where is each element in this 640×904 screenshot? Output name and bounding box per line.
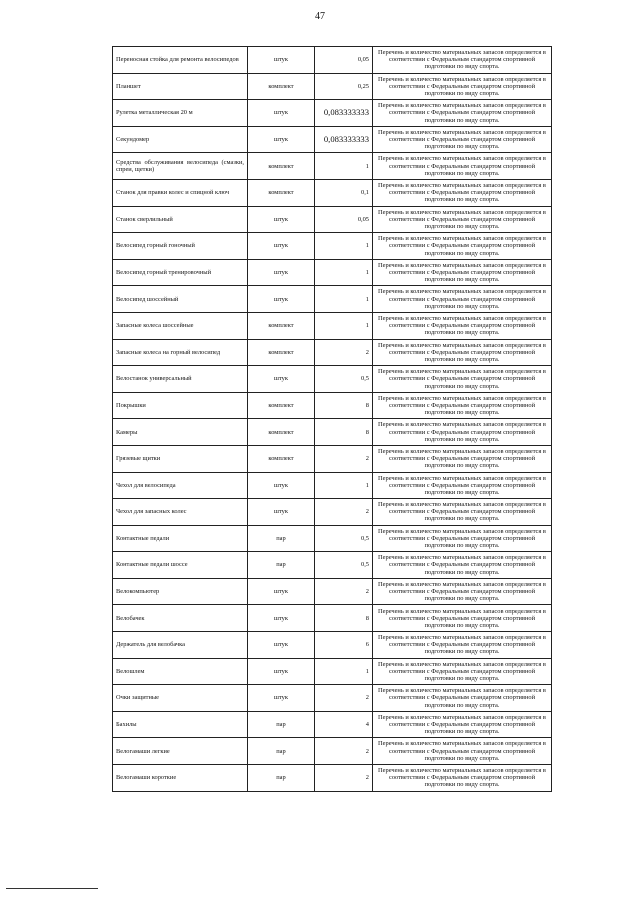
materials-table bbox=[112, 46, 552, 792]
quantity-cell: 0,05 bbox=[315, 206, 373, 233]
table-row bbox=[113, 73, 552, 100]
table-row bbox=[113, 233, 552, 260]
note-cell: Перечень и количество материальных запасов определяется в соответствии с Федеральным стандартом спортивной подготовки по виду спорта. bbox=[373, 605, 552, 632]
item-name-cell: Средства обслуживания велосипеда (смазки, спреи, щетки) bbox=[113, 153, 248, 180]
note-cell: Перечень и количество материальных запасов определяется в соответствии с Федеральным стандартом спортивной подготовки по виду спорта. bbox=[373, 765, 552, 792]
item-name-cell: Станок для правки колес и спицной ключ bbox=[113, 179, 248, 206]
item-name-cell: Велостанок универсальный bbox=[113, 366, 248, 393]
quantity-cell: 0,05 bbox=[315, 47, 373, 74]
table-row bbox=[113, 472, 552, 499]
note-cell: Перечень и количество материальных запасов определяется в соответствии с Федеральным стандартом спортивной подготовки по виду спорта. bbox=[373, 685, 552, 712]
item-name-cell: Держатель для велобачка bbox=[113, 632, 248, 659]
unit-cell: штук bbox=[248, 658, 315, 685]
materials-table-body bbox=[113, 47, 552, 792]
table-row bbox=[113, 685, 552, 712]
unit-cell: пар bbox=[248, 765, 315, 792]
quantity-cell: 2 bbox=[315, 738, 373, 765]
footnote-separator-line bbox=[6, 888, 98, 889]
quantity-cell: 8 bbox=[315, 419, 373, 446]
table-row bbox=[113, 605, 552, 632]
unit-cell: штук bbox=[248, 100, 315, 127]
note-cell: Перечень и количество материальных запасов определяется в соответствии с Федеральным стандартом спортивной подготовки по виду спорта. bbox=[373, 499, 552, 526]
unit-cell: штук bbox=[248, 578, 315, 605]
unit-cell: комплект bbox=[248, 339, 315, 366]
unit-cell: пар bbox=[248, 711, 315, 738]
item-name-cell: Планшет bbox=[113, 73, 248, 100]
item-name-cell: Грязевые щитки bbox=[113, 445, 248, 472]
table-row bbox=[113, 392, 552, 419]
item-name-cell: Покрышки bbox=[113, 392, 248, 419]
unit-cell: штук bbox=[248, 126, 315, 153]
item-name-cell: Велосипед горный тренировочный bbox=[113, 259, 248, 286]
unit-cell: штук bbox=[248, 47, 315, 74]
table-row bbox=[113, 499, 552, 526]
quantity-cell: 0,25 bbox=[315, 73, 373, 100]
unit-cell: пар bbox=[248, 552, 315, 579]
item-name-cell: Станок сверлильный bbox=[113, 206, 248, 233]
note-cell: Перечень и количество материальных запасов определяется в соответствии с Федеральным стандартом спортивной подготовки по виду спорта. bbox=[373, 711, 552, 738]
unit-cell: штук bbox=[248, 685, 315, 712]
unit-cell: штук bbox=[248, 366, 315, 393]
table-row bbox=[113, 179, 552, 206]
table-row bbox=[113, 419, 552, 446]
note-cell: Перечень и количество материальных запасов определяется в соответствии с Федеральным стандартом спортивной подготовки по виду спорта. bbox=[373, 47, 552, 74]
quantity-cell: 2 bbox=[315, 578, 373, 605]
quantity-cell: 1 bbox=[315, 472, 373, 499]
item-name-cell: Велосипед горный гоночный bbox=[113, 233, 248, 260]
note-cell: Перечень и количество материальных запасов определяется в соответствии с Федеральным стандартом спортивной подготовки по виду спорта. bbox=[373, 73, 552, 100]
table-row bbox=[113, 47, 552, 74]
item-name-cell: Очки защитные bbox=[113, 685, 248, 712]
item-name-cell: Велобачек bbox=[113, 605, 248, 632]
quantity-cell: 1 bbox=[315, 312, 373, 339]
item-name-cell: Переносная стойка для ремонта велосипедов bbox=[113, 47, 248, 74]
item-name-cell: Велосипед шоссейный bbox=[113, 286, 248, 313]
item-name-cell: Велокомпьютер bbox=[113, 578, 248, 605]
quantity-cell: 0,5 bbox=[315, 525, 373, 552]
table-row bbox=[113, 658, 552, 685]
note-cell: Перечень и количество материальных запасов определяется в соответствии с Федеральным стандартом спортивной подготовки по виду спорта. bbox=[373, 259, 552, 286]
item-name-cell: Велошлем bbox=[113, 658, 248, 685]
note-cell: Перечень и количество материальных запасов определяется в соответствии с Федеральным стандартом спортивной подготовки по виду спорта. bbox=[373, 578, 552, 605]
quantity-cell: 0,083333333 bbox=[315, 126, 373, 153]
quantity-cell: 4 bbox=[315, 711, 373, 738]
quantity-cell: 8 bbox=[315, 605, 373, 632]
quantity-cell: 1 bbox=[315, 153, 373, 180]
quantity-cell: 0,1 bbox=[315, 179, 373, 206]
quantity-cell: 2 bbox=[315, 765, 373, 792]
table-row bbox=[113, 711, 552, 738]
table-row bbox=[113, 366, 552, 393]
unit-cell: штук bbox=[248, 605, 315, 632]
note-cell: Перечень и количество материальных запасов определяется в соответствии с Федеральным стандартом спортивной подготовки по виду спорта. bbox=[373, 419, 552, 446]
item-name-cell: Камеры bbox=[113, 419, 248, 446]
note-cell: Перечень и количество материальных запасов определяется в соответствии с Федеральным стандартом спортивной подготовки по виду спорта. bbox=[373, 472, 552, 499]
table-row bbox=[113, 153, 552, 180]
quantity-cell: 8 bbox=[315, 392, 373, 419]
table-row bbox=[113, 738, 552, 765]
quantity-cell: 2 bbox=[315, 445, 373, 472]
note-cell: Перечень и количество материальных запасов определяется в соответствии с Федеральным стандартом спортивной подготовки по виду спорта. bbox=[373, 445, 552, 472]
note-cell: Перечень и количество материальных запасов определяется в соответствии с Федеральным стандартом спортивной подготовки по виду спорта. bbox=[373, 233, 552, 260]
quantity-cell: 1 bbox=[315, 259, 373, 286]
unit-cell: комплект bbox=[248, 312, 315, 339]
table-row bbox=[113, 286, 552, 313]
item-name-cell: Чехол для запасных колес bbox=[113, 499, 248, 526]
note-cell: Перечень и количество материальных запасов определяется в соответствии с Федеральным стандартом спортивной подготовки по виду спорта. bbox=[373, 126, 552, 153]
item-name-cell: Велогамаши легкие bbox=[113, 738, 248, 765]
unit-cell: комплект bbox=[248, 153, 315, 180]
unit-cell: штук bbox=[248, 286, 315, 313]
note-cell: Перечень и количество материальных запасов определяется в соответствии с Федеральным стандартом спортивной подготовки по виду спорта. bbox=[373, 339, 552, 366]
unit-cell: штук bbox=[248, 499, 315, 526]
unit-cell: штук bbox=[248, 632, 315, 659]
note-cell: Перечень и количество материальных запасов определяется в соответствии с Федеральным стандартом спортивной подготовки по виду спорта. bbox=[373, 100, 552, 127]
unit-cell: комплект bbox=[248, 419, 315, 446]
note-cell: Перечень и количество материальных запасов определяется в соответствии с Федеральным стандартом спортивной подготовки по виду спорта. bbox=[373, 552, 552, 579]
quantity-cell: 2 bbox=[315, 339, 373, 366]
table-row bbox=[113, 445, 552, 472]
quantity-cell: 0,5 bbox=[315, 552, 373, 579]
table-row bbox=[113, 578, 552, 605]
item-name-cell: Запасные колеса шоссейные bbox=[113, 312, 248, 339]
table-row bbox=[113, 100, 552, 127]
note-cell: Перечень и количество материальных запасов определяется в соответствии с Федеральным стандартом спортивной подготовки по виду спорта. bbox=[373, 179, 552, 206]
quantity-cell: 1 bbox=[315, 658, 373, 685]
item-name-cell: Запасные колеса на горный велосипед bbox=[113, 339, 248, 366]
unit-cell: комплект bbox=[248, 73, 315, 100]
item-name-cell: Бахилы bbox=[113, 711, 248, 738]
note-cell: Перечень и количество материальных запасов определяется в соответствии с Федеральным стандартом спортивной подготовки по виду спорта. bbox=[373, 312, 552, 339]
unit-cell: комплект bbox=[248, 392, 315, 419]
unit-cell: пар bbox=[248, 525, 315, 552]
item-name-cell: Контактные педали bbox=[113, 525, 248, 552]
note-cell: Перечень и количество материальных запасов определяется в соответствии с Федеральным стандартом спортивной подготовки по виду спорта. bbox=[373, 286, 552, 313]
note-cell: Перечень и количество материальных запасов определяется в соответствии с Федеральным стандартом спортивной подготовки по виду спорта. bbox=[373, 153, 552, 180]
quantity-cell: 6 bbox=[315, 632, 373, 659]
table-row bbox=[113, 525, 552, 552]
unit-cell: штук bbox=[248, 233, 315, 260]
unit-cell: штук bbox=[248, 206, 315, 233]
unit-cell: комплект bbox=[248, 179, 315, 206]
item-name-cell: Чехол для велосипеда bbox=[113, 472, 248, 499]
table-row bbox=[113, 126, 552, 153]
quantity-cell: 1 bbox=[315, 233, 373, 260]
note-cell: Перечень и количество материальных запасов определяется в соответствии с Федеральным стандартом спортивной подготовки по виду спорта. bbox=[373, 366, 552, 393]
item-name-cell: Секундомер bbox=[113, 126, 248, 153]
table-row bbox=[113, 259, 552, 286]
quantity-cell: 2 bbox=[315, 499, 373, 526]
quantity-cell: 0,083333333 bbox=[315, 100, 373, 127]
table-row bbox=[113, 552, 552, 579]
table-row bbox=[113, 765, 552, 792]
note-cell: Перечень и количество материальных запасов определяется в соответствии с Федеральным стандартом спортивной подготовки по виду спорта. bbox=[373, 392, 552, 419]
note-cell: Перечень и количество материальных запасов определяется в соответствии с Федеральным стандартом спортивной подготовки по виду спорта. bbox=[373, 632, 552, 659]
quantity-cell: 2 bbox=[315, 685, 373, 712]
table-row bbox=[113, 312, 552, 339]
item-name-cell: Контактные педали шоссе bbox=[113, 552, 248, 579]
table-row bbox=[113, 339, 552, 366]
unit-cell: штук bbox=[248, 472, 315, 499]
unit-cell: комплект bbox=[248, 445, 315, 472]
item-name-cell: Рулетка металлическая 20 м bbox=[113, 100, 248, 127]
quantity-cell: 0,5 bbox=[315, 366, 373, 393]
unit-cell: пар bbox=[248, 738, 315, 765]
page-number: 47 bbox=[315, 11, 325, 22]
item-name-cell: Велогамаши короткие bbox=[113, 765, 248, 792]
table-row bbox=[113, 206, 552, 233]
table-row bbox=[113, 632, 552, 659]
note-cell: Перечень и количество материальных запасов определяется в соответствии с Федеральным стандартом спортивной подготовки по виду спорта. bbox=[373, 525, 552, 552]
quantity-cell: 1 bbox=[315, 286, 373, 313]
note-cell: Перечень и количество материальных запасов определяется в соответствии с Федеральным стандартом спортивной подготовки по виду спорта. bbox=[373, 658, 552, 685]
note-cell: Перечень и количество материальных запасов определяется в соответствии с Федеральным стандартом спортивной подготовки по виду спорта. bbox=[373, 206, 552, 233]
note-cell: Перечень и количество материальных запасов определяется в соответствии с Федеральным стандартом спортивной подготовки по виду спорта. bbox=[373, 738, 552, 765]
unit-cell: штук bbox=[248, 259, 315, 286]
